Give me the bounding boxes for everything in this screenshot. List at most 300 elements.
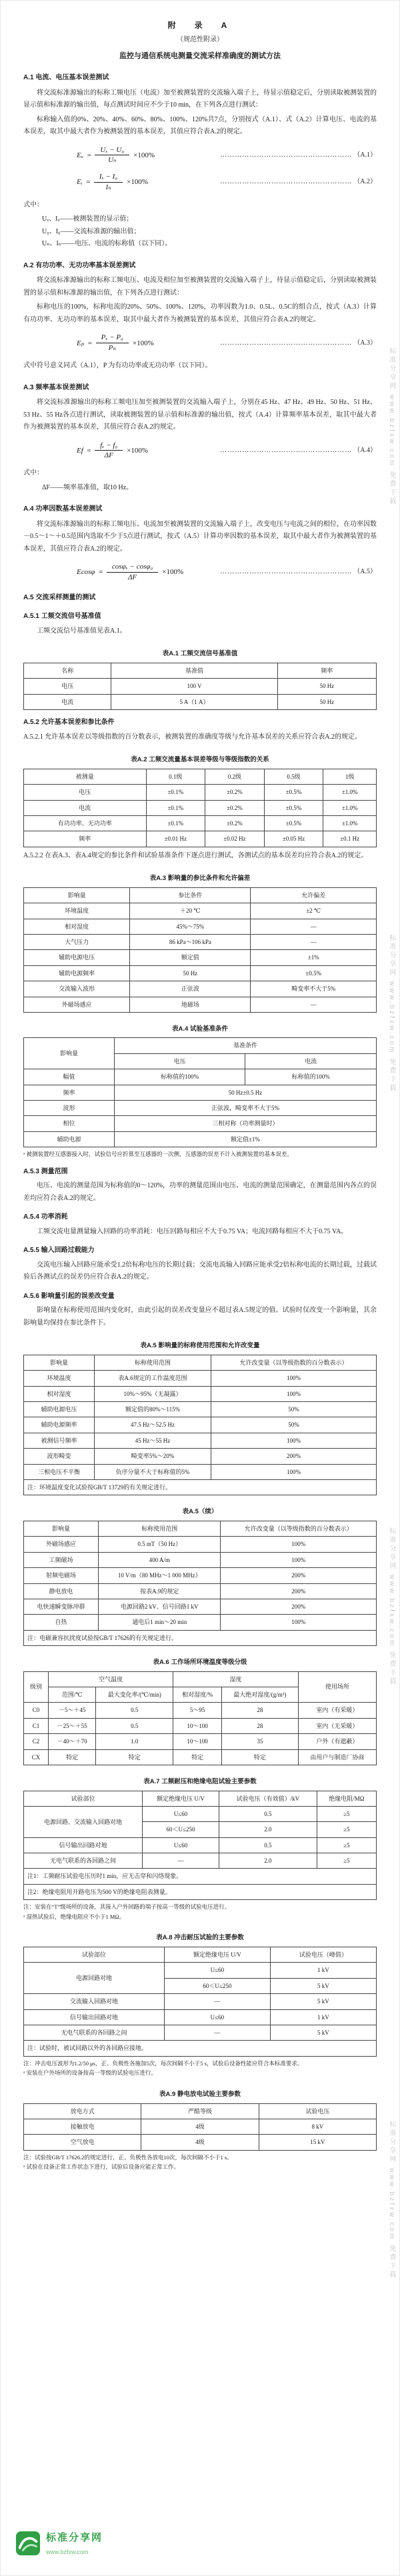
table-cell: 名称 (24, 663, 111, 679)
table-caption-a3: 表A.3 影响量的参比条件和允许偏差 (149, 875, 251, 883)
formula-multiplier: ×100% (127, 178, 148, 187)
table-cell: 表A.6规定的工作温度范围 (95, 1371, 211, 1386)
paragraph: 标称电压的100%，标称电流的20%、50%、100%、120%，功率因数为1.0、0.5L、0.5C的组合点，按式（A.3）计算有功功率、无功功率的基本误差，取其中最大者作为被测装置的基本误差，其值应符合表A.2的规定。 (23, 303, 377, 323)
table-caption-a8: 表A.8 冲击耐压试验的主要参数 (156, 1934, 244, 1942)
table-cell: 通电后1 min～20 min (99, 1615, 221, 1630)
table-cell: 额定值±1% (114, 1131, 376, 1147)
table-cell: 电流 (245, 1053, 377, 1069)
table-row (24, 1791, 377, 1806)
formula-number: （A.4） (353, 446, 377, 454)
table-cell: 基准值 (111, 663, 277, 679)
table-a9 (23, 2103, 377, 2151)
formula-multiplier: ×100% (132, 339, 154, 347)
table-cell: 自热 (24, 1615, 99, 1630)
table-cell: U≤60 (142, 1837, 219, 1853)
formula-lhs: Eᵢ (77, 178, 83, 187)
bzfxw-logo-text-block (46, 2529, 103, 2558)
table-cell: 频率 (24, 831, 147, 847)
table-cell: 4级 (141, 2119, 259, 2134)
table-cell: ±1.0% (323, 800, 377, 815)
table-footnote: 注：冲击电压波形为1.2/50 μs，正、负极性各施加5次，每次间隔不小于5 s，试验后设备性能应符合本标准要求。 (23, 2059, 303, 2067)
table-cell: 15 kV (259, 2135, 376, 2150)
table-cell: 100% (211, 1433, 376, 1448)
table-cell: 影响量 (24, 887, 130, 903)
table-cell: 特定 (173, 1749, 222, 1765)
fraction (95, 441, 123, 461)
formula-leader-dots: ……………………………………………… (220, 178, 353, 186)
table-footnote: 注：试验按GB/T 17626.2的规定进行，正、负极性各放电10次，每次间隔不小于1 s。 (23, 2153, 233, 2161)
table-cell: — (142, 1853, 219, 1869)
table-row (24, 1433, 377, 1448)
table-row (24, 1386, 377, 1401)
table-cell: 电压 (24, 679, 111, 694)
paragraph: 电压、电流的测量范围为标称值的0～120%，功率的测量范围由电压、电流的测量范围确定，在测量范围内各点的误差均应符合表A.2的规定。 (23, 1182, 377, 1202)
table-cell: 0.1级 (146, 769, 205, 784)
table-cell: 相位 (24, 1116, 115, 1131)
table-cell: 50 Hz (130, 965, 251, 981)
fraction-numerator: Uₓ − U₀ (95, 145, 129, 156)
table-row (24, 2009, 377, 2025)
table-cell: 畸变率5%～20% (95, 1449, 211, 1464)
legend-item: U₀、I₀——交流标准源的输出值； (42, 227, 141, 235)
table-cell: 100% (221, 1537, 377, 1552)
table-cell: 影响量 (24, 1355, 95, 1370)
table-cell: 注1：工频耐压试验电压历时1 min，应无击穿和闪络现象。 (24, 1869, 377, 1884)
table-row (24, 1568, 377, 1583)
fraction-numerator: Iₓ − I₀ (94, 172, 123, 183)
table-cell: 放电方式 (24, 2103, 141, 2119)
table-cell: 50 Hz (277, 679, 376, 694)
table-cell: ±0.5% (264, 785, 323, 800)
formula-lhs: Eₚ (77, 339, 85, 347)
table-cell: — (165, 2025, 271, 2040)
table-cell: 有功功率、无功功率 (24, 815, 147, 831)
table-row (24, 1963, 377, 1978)
formula-number: （A.2） (353, 178, 377, 186)
table-cell: 200% (221, 1599, 377, 1614)
table-row (24, 1703, 377, 1718)
table-cell: 注：环境温度变化试验按GB/T 13729的有关规定进行。 (24, 1479, 377, 1495)
table-cell: C0 (24, 1703, 49, 1718)
table-row (24, 1521, 377, 1536)
table-row (24, 903, 377, 919)
table-cell: 电源回路对地 (24, 1963, 165, 1994)
table-row (24, 1038, 377, 1053)
table-row (24, 2041, 377, 2056)
table-cell: 86 kPa～106 kPa (130, 934, 251, 949)
table-footnote: ᵃ 试验在设备正常工作状态下进行，试验后设备应能正常工作。 (23, 2163, 179, 2171)
table-cell: ±1.0% (323, 785, 377, 800)
legend-label: 式中： (23, 469, 43, 477)
table-cell: 无电气联系的各回路之间 (24, 1853, 143, 1869)
table-cell: 畸变率不大于5% (251, 981, 377, 997)
table-cell: 允许改变量（以等级指数的百分数表示） (211, 1355, 376, 1370)
table-cell: 环境温度 (24, 903, 130, 919)
table-cell: 60＜U≤250 (142, 1822, 219, 1837)
table-caption-a1: 表A.1 工频交流信号基准值 (162, 650, 238, 658)
section-a1 (23, 72, 377, 251)
table-row (24, 1630, 377, 1645)
bzfxw-logo (15, 2529, 103, 2558)
table-a3 (23, 887, 377, 1013)
table-cell: 100% (211, 1386, 376, 1401)
table-cell: ≥5 (317, 1837, 376, 1853)
table-row (24, 1583, 377, 1599)
paragraph: 将交流标准源输出的标称工频电压（电流）加至被测装置的交流输入端子上，待显示值稳定后，分别读取被测装置的显示值和标准源的输出值，每点测试时间应不少于10 min，在下列各点进行测试： (23, 89, 377, 109)
document-header (23, 18, 377, 63)
table-cell: 外磁场感应 (24, 997, 130, 1012)
table-cell: ±0.5% (251, 965, 377, 981)
table-row (24, 1806, 377, 1821)
paragraph: 工频交流信号基准值见表A.1。 (37, 627, 127, 635)
table-cell: 100% (221, 1615, 377, 1630)
table-row (24, 1537, 377, 1552)
table-cell: 严酷等级 (141, 2103, 259, 2119)
fraction-denominator: ΔF (104, 451, 113, 460)
table-cell: 试验电压（峰值） (270, 1947, 376, 1963)
table-a5 (23, 1355, 377, 1496)
table-row (24, 1479, 377, 1495)
paragraph: 影响量在标称使用范围内变化时，由此引起的误差改变量应不超过表A.5规定的值。试验时仅改变一个影响量，其余影响量均保持在参比条件下。 (23, 1307, 377, 1327)
paragraph: A.5.2.2 在表A.3、表A.4规定的参比条件和试验基准条件下逐点进行测试，各测试点的基本误差均应符合表A.2的规定。 (23, 851, 368, 859)
table-cell: — (251, 919, 377, 934)
table-cell: 1.0 (96, 1734, 173, 1749)
fraction (94, 172, 123, 193)
table-row (24, 981, 377, 997)
table-row (24, 663, 377, 679)
table-cell: 额定绝缘电压 U/V (142, 1791, 219, 1806)
table-cell: 0.5 (219, 1837, 317, 1853)
table-caption-a6: 表A.6 工作场所环境温度等级分级 (153, 1659, 247, 1667)
table-cell: 标称值的100% (245, 1069, 377, 1085)
table-cell: 特定 (221, 1749, 298, 1765)
table-cell: 标称使用范围 (95, 1355, 211, 1370)
table-cell: 相对湿度/% (173, 1687, 222, 1703)
fraction (107, 562, 158, 583)
table-cell: U≤60 (165, 2009, 271, 2025)
table-cell: －40～＋70 (48, 1734, 95, 1749)
table-cell: 三相电压不平衡 (24, 1464, 95, 1479)
formula-a4 (23, 441, 377, 461)
table-cell: ±0.2% (205, 800, 265, 815)
table-cell: 电源回路2 kV、信号回路1 kV (99, 1599, 221, 1614)
table-cell: — (251, 997, 377, 1012)
table-cell: 射频电磁场 (24, 1568, 99, 1583)
formula-lhs: Ef (77, 446, 83, 455)
table-a2 (23, 769, 377, 847)
table-cell: CX (24, 1749, 49, 1765)
table-row (24, 997, 377, 1012)
table-caption-a9: 表A.9 静电放电试验主要参数 (159, 2090, 241, 2098)
table-cell: 100 V (111, 679, 277, 694)
formula-number: （A.1） (353, 151, 377, 159)
table-cell: 幅值 (24, 1069, 115, 1085)
table-row (24, 934, 377, 949)
table-cell: 试验部位 (24, 1791, 143, 1806)
table-cell: 电源回路、交流输入回路对地 (24, 1806, 143, 1837)
table-cell: 辅助电源频率 (24, 1417, 95, 1433)
table-cell: 1级 (323, 769, 377, 784)
table-cell: 特定 (48, 1749, 95, 1765)
table-row (24, 1417, 377, 1433)
table-cell: ±1% (251, 950, 377, 965)
bzfxw-logo-url: www.bzfxw.com (46, 2549, 89, 2556)
section-heading-a4: A.4 功率因数基本误差测试 (23, 505, 103, 513)
formula-a2 (23, 172, 377, 193)
table-cell: ±0.5% (264, 815, 323, 831)
table-cell: 电快速瞬变脉冲群 (24, 1599, 99, 1614)
fraction-denominator: Iₙ (105, 183, 111, 192)
table-cell: 影响量 (24, 1038, 115, 1069)
table-cell: 60＜U≤250 (165, 1978, 271, 1993)
table-caption-a7: 表A.7 工频耐压和绝缘电阻试验主要参数 (143, 1777, 257, 1785)
table-cell: 5 A（1 A） (111, 694, 277, 709)
table-cell: 10 V/m（80 MHz～1 000 MHz） (99, 1568, 221, 1583)
section-heading-a2: A.2 有功功率、无功功率基本误差测试 (23, 261, 136, 269)
table-cell: 空气温度 (48, 1671, 173, 1687)
table-cell: 级别 (24, 1671, 49, 1703)
table-caption-a5: 表A.5 影响量的标称使用范围和允许改变量 (140, 1342, 260, 1350)
table-row (24, 919, 377, 934)
table-cell: 工频磁场 (24, 1552, 99, 1567)
fraction-numerator: fₓ − f₀ (95, 441, 123, 451)
formula-lhs: Ecosφ (77, 568, 95, 577)
table-cell: 200% (221, 1583, 377, 1599)
formula-number: （A.5） (353, 568, 377, 576)
table-row (24, 1101, 377, 1116)
table-cell: 试验部位 (24, 1947, 165, 1963)
table-footnote: 注：安装在“T”级场所的设备，其接入户外回路的端子按高一等级的试验电压进行。 (23, 1903, 231, 1911)
table-cell: 35 (221, 1734, 298, 1749)
table-cell: U≤60 (165, 1963, 271, 1978)
table-cell: ±0.02 Hz (205, 831, 265, 847)
table-cell: ±0.2% (205, 785, 265, 800)
table-cell: 10～100 (173, 1734, 222, 1749)
table-row (24, 1599, 377, 1614)
formula-body (77, 562, 183, 583)
table-row (24, 1069, 377, 1085)
table-cell: 被测量 (24, 769, 147, 784)
table-cell: 无电气联系的各回路之间 (24, 2025, 165, 2040)
formula-leader-dots: ……………………………………………… (220, 339, 353, 347)
table-row (24, 2103, 377, 2119)
legend-label: 式中： (23, 201, 43, 209)
table-cell: 2.0 (219, 1853, 317, 1869)
table-cell: 0.5 (219, 1806, 317, 1821)
fraction-denominator: Uₙ (108, 156, 117, 165)
table-cell: ±0.1% (146, 815, 205, 831)
table-row (24, 1449, 377, 1464)
table-cell: 正弦波，畸变率不大于5% (114, 1101, 376, 1116)
table-row (24, 1734, 377, 1749)
table-cell: 47.5 Hz～52.5 Hz (95, 1417, 211, 1433)
table-cell: 标称使用范围 (99, 1521, 221, 1536)
table-cell: 影响量 (24, 1521, 99, 1536)
formula-leader-dots: ……………………………………………… (220, 568, 353, 576)
table-cell: 10～100 (173, 1718, 222, 1733)
section-heading-a5-1: A.5.1 工频交流信号基准值 (23, 613, 101, 621)
table-cell: 基准条件 (114, 1038, 376, 1053)
table-cell: 0.5 (96, 1718, 173, 1733)
table-cell: 28 (221, 1703, 298, 1718)
formula-note: 式中符号意义同式（A.1），P 为有功功率或无功功率（以下同）。 (23, 362, 212, 370)
table-row (24, 1671, 377, 1687)
table-cell: 室内（无采暖） (298, 1718, 376, 1733)
table-row (24, 2025, 377, 2040)
table-cell: 由用户与制造厂协商 (298, 1749, 376, 1765)
table-cell: C1 (24, 1718, 49, 1733)
paragraph: 交流电压输入回路应能承受1.2倍标称电压的长期过载；交流电流输入回路应能承受2倍标称电流的长期过载，过载试验后各测试点的误差仍应符合表A.2的规定。 (23, 1261, 377, 1281)
formula-leader-dots: ……………………………………………… (220, 446, 353, 454)
table-cell: ≥5 (317, 1806, 376, 1821)
table-cell: 接触放电 (24, 2119, 141, 2134)
table-a4 (23, 1037, 377, 1147)
table-row (24, 1085, 377, 1100)
table-row (24, 1552, 377, 1567)
table-cell: 注2：绝缘电阻用开路电压为500 V的绝缘电阻表测量。 (24, 1884, 377, 1899)
paragraph: 将交流标准源输出的标称工频电压、电流及相位加至被测装置的交流输入端子上，待显示值稳定后，分别读取被测装置的显示值和标准源的输出值，在下列各点进行测试： (23, 277, 377, 297)
paragraph: 标称输入值的0%、20%、40%、60%、80%、100%、120%共7点，分别按式（A.1）、式（A.2）计算电压、电流的基本误差，取其中最大者作为被测装置的基本误差，其值应符合表A.2的规定。 (23, 115, 377, 136)
appendix-label: 附 录 A (167, 21, 233, 30)
table-cell: 0.5级 (264, 769, 323, 784)
table-cell: 28 (221, 1718, 298, 1733)
table-footnote: ᵃ 安装在户外场所的设备按高一等级的试验电压进行。 (23, 2069, 157, 2077)
table-footnote: ᵃ 被测装置经互感器接入时，试验信号应折算至互感器的一次侧，互感器的误差不计入被测装置的基本误差。 (23, 1151, 293, 1158)
table-row (24, 1884, 377, 1899)
table-cell: 正弦波 (130, 981, 251, 997)
table-cell: 辅助电源电压 (24, 950, 130, 965)
table-cell: 5 kV (270, 2025, 376, 2040)
table-cell: 电压 (114, 1053, 245, 1069)
table-cell: 允许改变量（以等级指数的百分数表示） (221, 1521, 377, 1536)
table-cell: 4级 (141, 2135, 259, 2150)
table-row (24, 2135, 377, 2150)
table-cell: 波形 (24, 1101, 115, 1116)
table-cell: ＋20 ℃ (130, 903, 251, 919)
formula-a3 (23, 333, 377, 353)
table-cell: 辅助电源频率 (24, 965, 130, 981)
formula-body (77, 172, 148, 193)
table-cell: 额定绝缘电压 U/V (165, 1947, 271, 1963)
table-cell: 环境温度 (24, 1371, 95, 1386)
table-row (24, 950, 377, 965)
section-heading-a5-5: A.5.5 输入回路过载能力 (23, 1247, 95, 1255)
table-row (24, 1718, 377, 1733)
table-a8 (23, 1947, 377, 2057)
table-cell: 5 kV (270, 1994, 376, 2009)
page-title: 监控与通信系统电测量交流采样准确度的测试方法 (119, 51, 281, 60)
table-row (24, 769, 377, 784)
table-cell: 100% (211, 1464, 376, 1479)
table-cell: 电流 (24, 694, 111, 709)
table-cell: 1 kV (270, 1963, 376, 1978)
table-cell: 交流输入波形 (24, 981, 130, 997)
table-cell: 波形畸变 (24, 1449, 95, 1464)
fraction (96, 333, 129, 353)
table-cell: ±0.01 Hz (146, 831, 205, 847)
table-cell: 试验电压（有效值）/kV (219, 1791, 317, 1806)
section-a3 (23, 382, 377, 495)
table-cell: 辅助电源电压 (24, 1402, 95, 1417)
table-cell: 200% (211, 1449, 376, 1464)
table-cell: 200% (221, 1568, 377, 1583)
table-row (24, 1837, 377, 1853)
equals-sign: = (86, 151, 92, 159)
table-cell: 交流输入回路对地 (24, 1994, 165, 2009)
table-row (24, 1947, 377, 1963)
table-cell: 大气压力 (24, 934, 130, 949)
fraction (95, 145, 129, 166)
fraction-denominator: Pₙ (108, 344, 116, 353)
table-cell: 三相对称（功率测量时） (114, 1116, 376, 1131)
formula-body (77, 145, 155, 166)
table-row (24, 887, 377, 903)
table-cell: 户外（有遮蔽） (298, 1734, 376, 1749)
table-cell: 信号输出回路对地 (24, 1837, 143, 1853)
table-cell: 静电放电 (24, 1583, 99, 1599)
formula-body (77, 333, 154, 353)
table-cell: ±0.1 Hz (323, 831, 377, 847)
table-a5-continued (23, 1521, 377, 1646)
table-cell: 范围/℃ (48, 1687, 95, 1703)
table-caption-a2: 表A.2 工频交流量基本误差等级与等级指数的关系 (131, 756, 269, 764)
table-cell: 相对湿度 (24, 919, 130, 934)
table-caption-a4: 表A.4 试验基准条件 (172, 1025, 228, 1033)
table-footnote: ᵃ 湿热试验后，绝缘电阻应不小于1 MΩ。 (23, 1913, 125, 1920)
table-cell: 湿度 (173, 1671, 298, 1687)
table-row (24, 800, 377, 815)
table-cell: 室内（有采暖） (298, 1703, 376, 1718)
formula-lhs: Eᵤ (77, 151, 83, 159)
formula-a1 (23, 145, 377, 166)
table-cell: 最大变化率/(℃/min) (96, 1687, 173, 1703)
table-cell: 8 kV (259, 2119, 376, 2134)
table-cell: 信号输出回路对地 (24, 2009, 165, 2025)
table-cell: 2.0 (219, 1822, 317, 1837)
table-cell: ±0.5% (264, 800, 323, 815)
table-row (24, 1994, 377, 2009)
table-cell: 注：电磁兼容抗扰度试验按GB/T 17626的有关规定进行。 (24, 1630, 377, 1645)
table-cell: 空气放电 (24, 2135, 141, 2150)
side-watermark: 标准分享网 www.bzfxw.com 免费下载 (388, 2121, 395, 2280)
table-row (24, 679, 377, 694)
table-cell: 参比条件 (130, 887, 251, 903)
section-heading-a5-2: A.5.2 允许基本误差和参比条件 (23, 719, 115, 727)
table-cell: 0.5 (96, 1703, 173, 1718)
table-cell: 使用场所 (298, 1671, 376, 1703)
table-cell: 400 A/m (99, 1552, 221, 1567)
table-row (24, 694, 377, 709)
section-heading-a5-4: A.5.4 功率消耗 (23, 1213, 68, 1221)
table-cell: ±0.2% (205, 815, 265, 831)
table-cell: ±1.0% (323, 815, 377, 831)
bzfxw-logo-icon (15, 2531, 41, 2556)
table-cell: 5 kV (270, 1978, 376, 1993)
table-cell: －5～＋45 (48, 1703, 95, 1718)
table-a7 (23, 1791, 377, 1901)
table-cell: 100% (211, 1371, 376, 1386)
paragraph: 将交流标准源输出的标称工频电压加至被测装置的交流输入端子上，分别在45 Hz、47 Hz、49 Hz、50 Hz、51 Hz、53 Hz、55 Hz各点进行测试，读取被测装置的显示值和标准源的输出值，按式（A.4）计算频率基本误差，取其中最大者作为被测装置的基本误差，其值应符合表A.2的规定。 (23, 399, 377, 431)
table-cell: 外磁场感应 (24, 1537, 99, 1552)
equals-sign: = (85, 178, 91, 187)
table-cell: 被测信号频率 (24, 1433, 95, 1448)
table-cell: 50 Hz (277, 694, 376, 709)
appendix-type: （规范性附录） (177, 36, 223, 44)
section-a4 (23, 503, 377, 583)
table-cell: 相对湿度 (24, 1386, 95, 1401)
table-row (24, 1116, 377, 1131)
table-row (24, 1615, 377, 1630)
